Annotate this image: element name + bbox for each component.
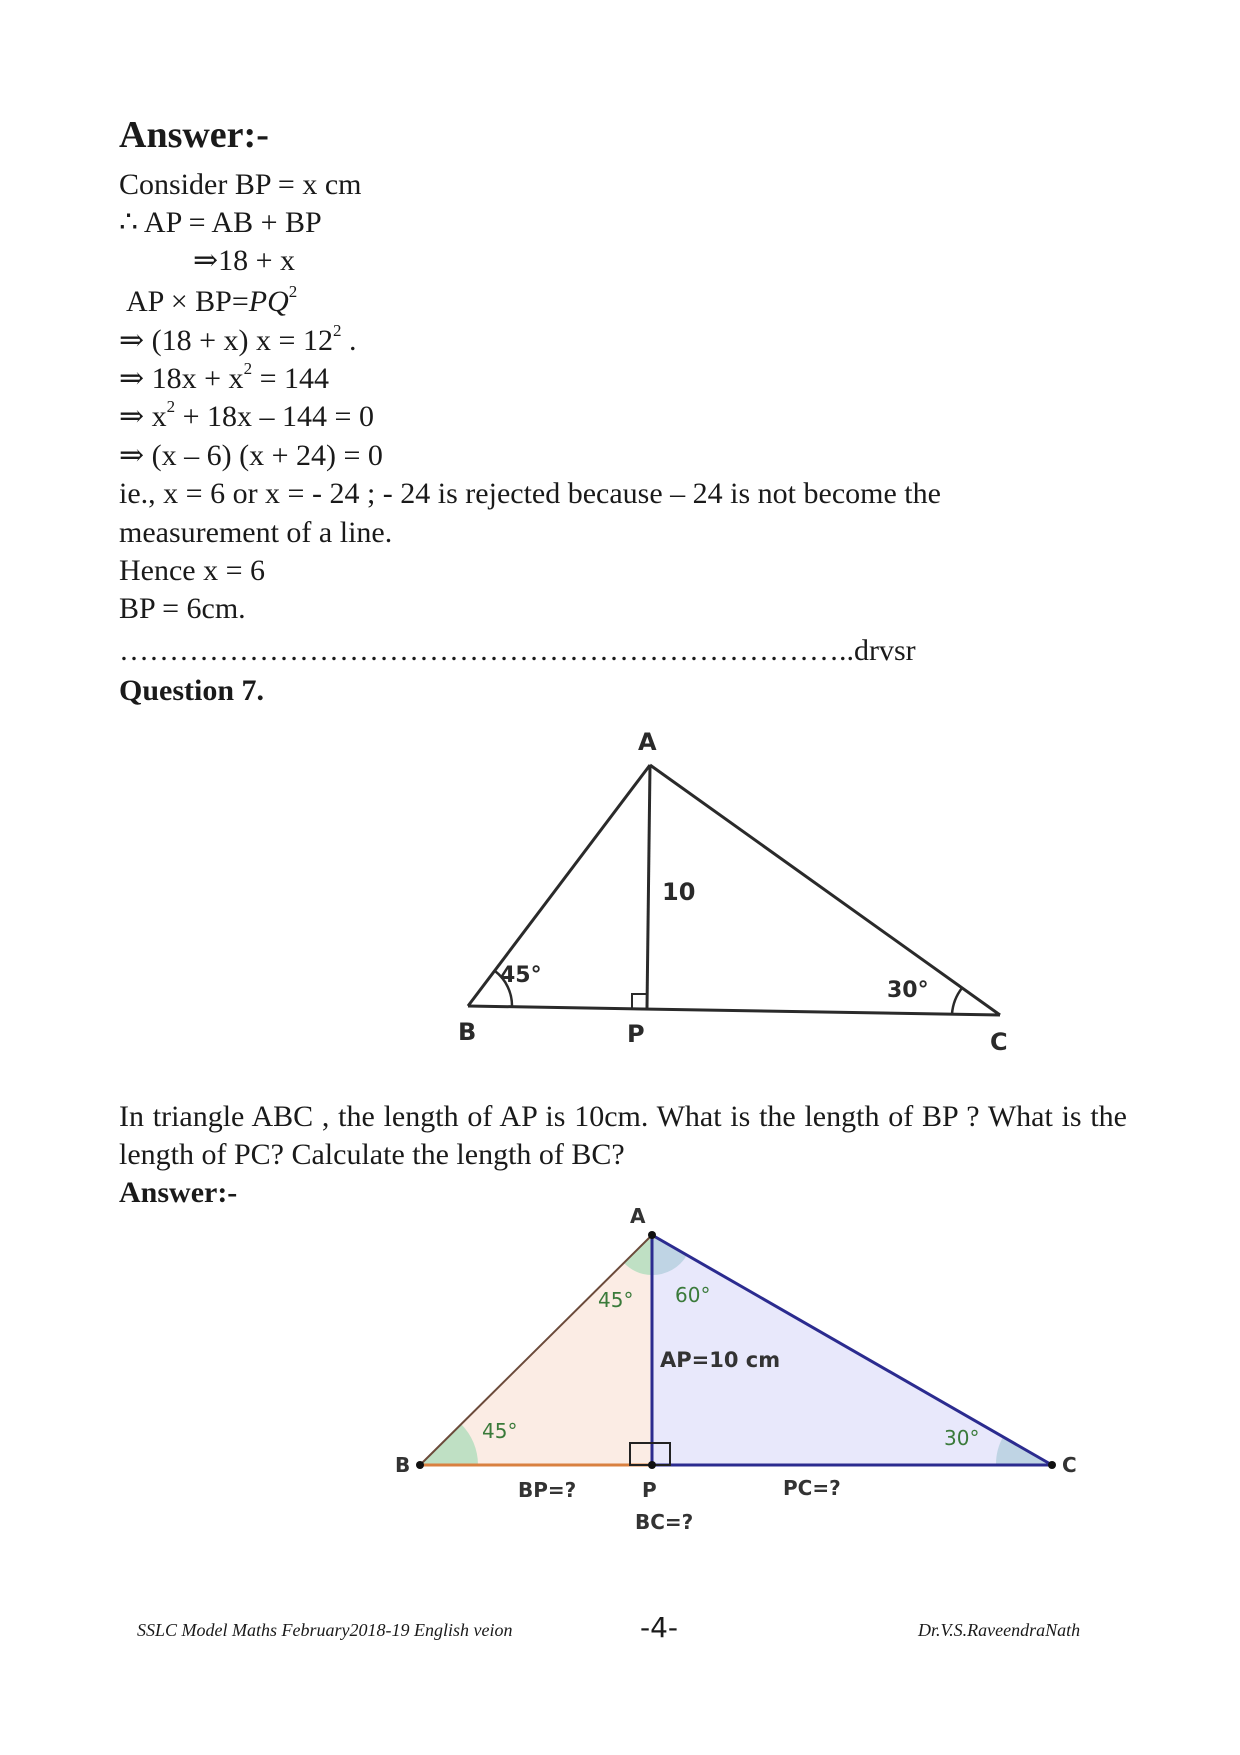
question-7-title: Question 7. [119,674,265,707]
point-b [416,1461,424,1469]
line5-sup: 2 [332,321,342,340]
line7-text-a: ⇒ x [119,400,167,433]
separator-line: ………………………………………………………………..drvsr [119,636,916,666]
side-bc [468,1006,1000,1015]
answer-line-6 [119,359,329,395]
answer-line-2: ∴ AP = AB + BP [119,206,322,239]
answer-triangle-figure [390,1195,1110,1540]
answer-line-4 [126,282,298,318]
footer-document-title: SSLC Model Maths February2018-19 English veion [137,1620,513,1640]
answer-line-1: Consider BP = x cm [119,168,362,201]
pc-label: PC=? [783,1476,841,1500]
vertex-a-label: A [630,1204,646,1228]
answer-line-5 [119,321,357,357]
point-c [1048,1461,1056,1469]
side-ac [650,765,1000,1015]
right-angle-mark [632,994,647,1008]
angle-a-left-label: 45° [598,1288,634,1312]
line5-text-a: ⇒ (18 + x) x = 12 [119,324,333,357]
line4-text: AP × BP= [126,285,249,318]
vertex-a-label: A [638,728,657,756]
answer-line-3: ⇒18 + x [193,244,296,277]
bc-label: BC=? [635,1510,694,1534]
line7-sup: 2 [166,397,176,416]
footer-page-number: -4- [640,1611,679,1644]
answer-line-10: measurement of a line. [119,516,393,549]
answer-heading: Answer:- [119,114,269,156]
vertex-c-label: C [990,1028,1008,1056]
line7-text-b: + 18x – 144 = 0 [175,400,374,433]
angle-c-label: 30° [887,978,929,1003]
answer-line-12: BP = 6cm. [119,592,246,625]
angle-c-arc [952,988,962,1014]
bp-label: BP=? [518,1478,577,1502]
angle-b-label: 45° [500,963,542,988]
side-ab [468,765,650,1006]
line6-text-a: ⇒ 18x + x [119,362,244,395]
answer-line-9: ie., x = 6 or x = - 24 ; - 24 is rejected because – 24 is not become the [119,477,941,510]
question-triangle-figure [440,720,1040,1065]
vertex-c-label: C [1062,1453,1077,1477]
answer-line-11: Hence x = 6 [119,554,266,587]
vertex-b-label: B [395,1453,411,1477]
line6-sup: 2 [243,359,253,378]
line5-text-b: . [341,324,357,357]
vertex-p-label: P [627,1020,645,1048]
line4-italic: PQ [248,285,289,318]
point-p [648,1461,656,1469]
angle-a-right-label: 60° [675,1283,711,1307]
angle-c-label: 30° [944,1426,980,1450]
vertex-p-label: P [642,1478,657,1502]
altitude-ap [647,765,650,1008]
answer-2-heading: Answer:- [119,1176,238,1209]
answer-line-8: ⇒ (x – 6) (x + 24) = 0 [119,439,383,472]
answer-line-7 [119,397,374,433]
line4-sup: 2 [288,282,298,301]
question-7-text: In triangle ABC , the length of AP is 10cm. What is the length of BP ? What is the length of PC? Calculate the length of BC? [119,1100,1127,1171]
point-a [648,1231,656,1239]
ap-length-label: 10 [662,878,696,906]
ap-length-label: AP=10 cm [660,1348,781,1372]
angle-b-label: 45° [482,1419,518,1443]
vertex-b-label: B [458,1018,477,1046]
line6-text-b: = 144 [252,362,329,395]
footer-author: Dr.V.S.RaveendraNath [918,1620,1081,1640]
